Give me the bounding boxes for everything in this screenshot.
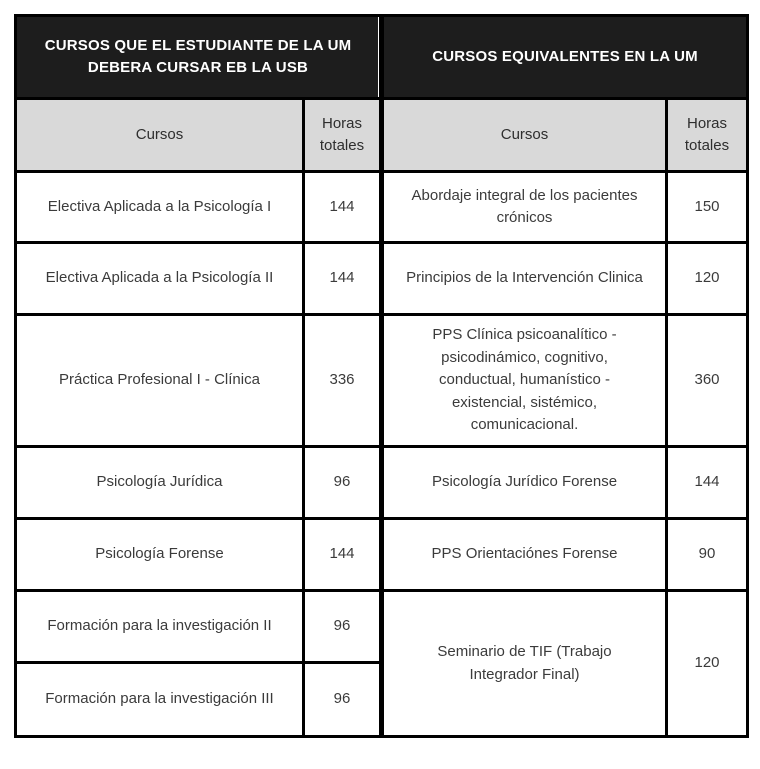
table-row	[16, 172, 748, 243]
table-row	[16, 591, 748, 663]
um-hours-cell: 150	[667, 172, 748, 243]
table-row	[16, 447, 748, 519]
table-row	[16, 315, 748, 447]
um-hours-cell-merged: 120	[667, 591, 748, 737]
usb-header: CURSOS QUE EL ESTUDIANTE DE LA UM DEBERA CURSAR EB LA USB	[16, 16, 382, 99]
course-equivalence-table	[14, 14, 749, 738]
table-subheader-row	[16, 99, 748, 172]
usb-course-cell: Psicología Forense	[16, 519, 304, 591]
um-course-cell: Principios de la Intervención Clinica	[382, 243, 667, 315]
usb-course-cell: Práctica Profesional I - Clínica	[16, 315, 304, 447]
usb-course-cell: Psicología Jurídica	[16, 447, 304, 519]
table-row	[16, 243, 748, 315]
usb-hours-cell: 96	[304, 447, 382, 519]
usb-course-cell: Electiva Aplicada a la Psicología I	[16, 172, 304, 243]
usb-hours-cell: 336	[304, 315, 382, 447]
um-course-cell: Abordaje integral de los pacientes crónicos	[382, 172, 667, 243]
usb-hours-column-header: Horas totales	[304, 99, 382, 172]
usb-courses-column-header: Cursos	[16, 99, 304, 172]
usb-hours-cell: 96	[304, 663, 382, 737]
um-header: CURSOS EQUIVALENTES EN LA UM	[382, 16, 748, 99]
usb-hours-cell: 144	[304, 172, 382, 243]
um-hours-cell: 360	[667, 315, 748, 447]
table-header-row	[16, 16, 748, 99]
um-course-cell-merged: Seminario de TIF (Trabajo Integrador Final)	[382, 591, 667, 737]
usb-hours-cell: 144	[304, 519, 382, 591]
usb-hours-cell: 96	[304, 591, 382, 663]
um-hours-column-header: Horas totales	[667, 99, 748, 172]
table-row	[16, 519, 748, 591]
usb-course-cell: Formación para la investigación III	[16, 663, 304, 737]
um-course-cell: PPS Orientaciónes Forense	[382, 519, 667, 591]
um-hours-cell: 120	[667, 243, 748, 315]
um-course-cell: PPS Clínica psicoanalítico - psicodinámico, cognitivo, conductual, humanístico - existencial, sistémico, comunicacional.	[382, 315, 667, 447]
usb-hours-cell: 144	[304, 243, 382, 315]
usb-course-cell: Electiva Aplicada a la Psicología II	[16, 243, 304, 315]
um-hours-cell: 144	[667, 447, 748, 519]
um-hours-cell: 90	[667, 519, 748, 591]
um-course-cell: Psicología Jurídico Forense	[382, 447, 667, 519]
um-courses-column-header: Cursos	[382, 99, 667, 172]
usb-course-cell: Formación para la investigación II	[16, 591, 304, 663]
